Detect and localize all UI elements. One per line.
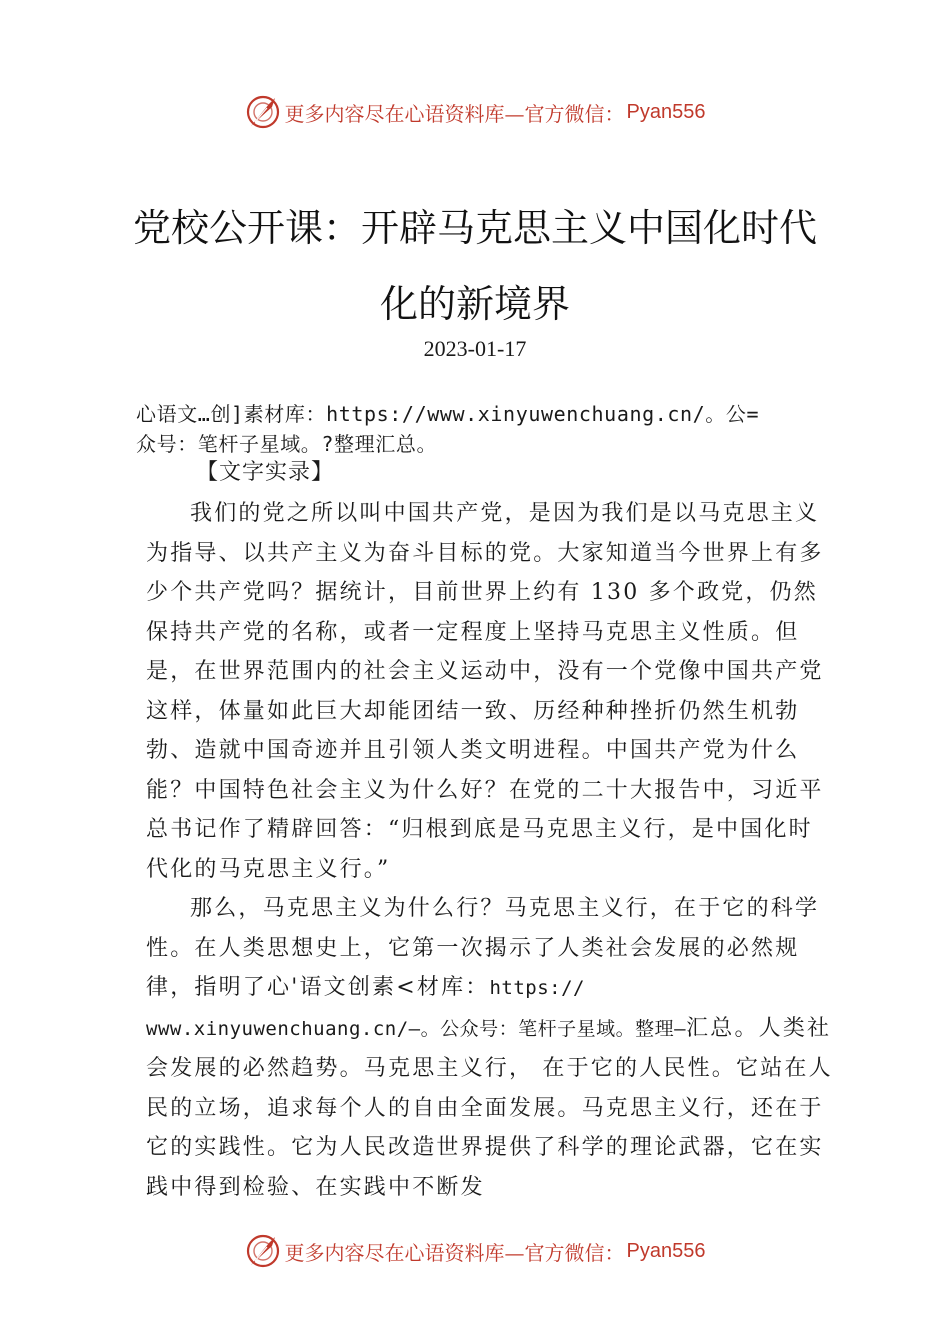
- banner-wechat-id: Pyan556: [626, 1239, 706, 1262]
- section-heading: 【文字实录】: [196, 460, 335, 485]
- page-title: [0, 190, 950, 342]
- quill-pen-logo-icon: [245, 1233, 281, 1269]
- banner-wechat-id: Pyan556: [626, 100, 706, 123]
- paragraph-2-url: https:// www.xinyuwenchuang.cn/—。公众号：笔杆子星域。整理—: [146, 977, 687, 1040]
- source-notice: [136, 399, 836, 459]
- title-line-1: 党校公开课：开辟马克思主义中国化时代: [132, 206, 817, 250]
- footer-banner: [0, 1233, 950, 1269]
- banner-text: 更多内容尽在心语资料库—官方微信：: [284, 1240, 625, 1265]
- publish-date: 2023-01-17: [423, 336, 527, 361]
- paragraph-1: 我们的党之所以叫中国共产党，是因为我们是以马克思主义为指导、以共产主义为奋斗目标的党。大家知道当今世界上有多少个共产党吗？据统计，目前世界上约有 130 多个政党，仍然保持共产党的名称，或者一定程度上坚持马克思主义性质。但是，在世界范围内的社会主义运动中，没有一个党像中国共产党这样，体量如此巨大却能团结一致、历经种种挫折仍然生机勃勃、造就中国奇迹并且引领人类文明进程。中国共产党为什么能？中国特色社会主义为什么好？在党的二十大报告中，习近平总书记作了精辟回答：“归根到底是马克思主义行，是中国化时代化的马克思主义行。”: [146, 501, 824, 882]
- banner-text: 更多内容尽在心语资料库—官方微信：: [284, 101, 625, 126]
- paragraph-2-part-a: 那么，马克思主义为什么行？马克思主义行，在于它的科学性。在人类思想史上，它第一次揭示了人类社会发展的必然规律，指明了心'语文创素<材库：: [146, 896, 820, 1000]
- paragraph-2: [146, 889, 836, 1207]
- paragraph-2-part-b: 汇总。人类社会发展的必然趋势。马克思主义行， 在于它的人民性。它站在人民的立场，追求每个人的自由全面发展。马克思主义行，还在于它的实践性。它为人民改造世界提供了科学的理论武器，它在实践中得到检验、在实践中不断发: [146, 1015, 833, 1200]
- header-banner: [0, 94, 950, 130]
- source-line-1: 心语文…创]素材库：https://www.xinyuwenchuang.cn/。公=: [136, 402, 760, 426]
- title-line-2: 化的新境界: [379, 282, 570, 326]
- quill-pen-logo-icon: [245, 94, 281, 130]
- article-body: [146, 494, 836, 1207]
- source-line-2: 众号：笔杆子星域。?整理汇总。: [136, 432, 438, 456]
